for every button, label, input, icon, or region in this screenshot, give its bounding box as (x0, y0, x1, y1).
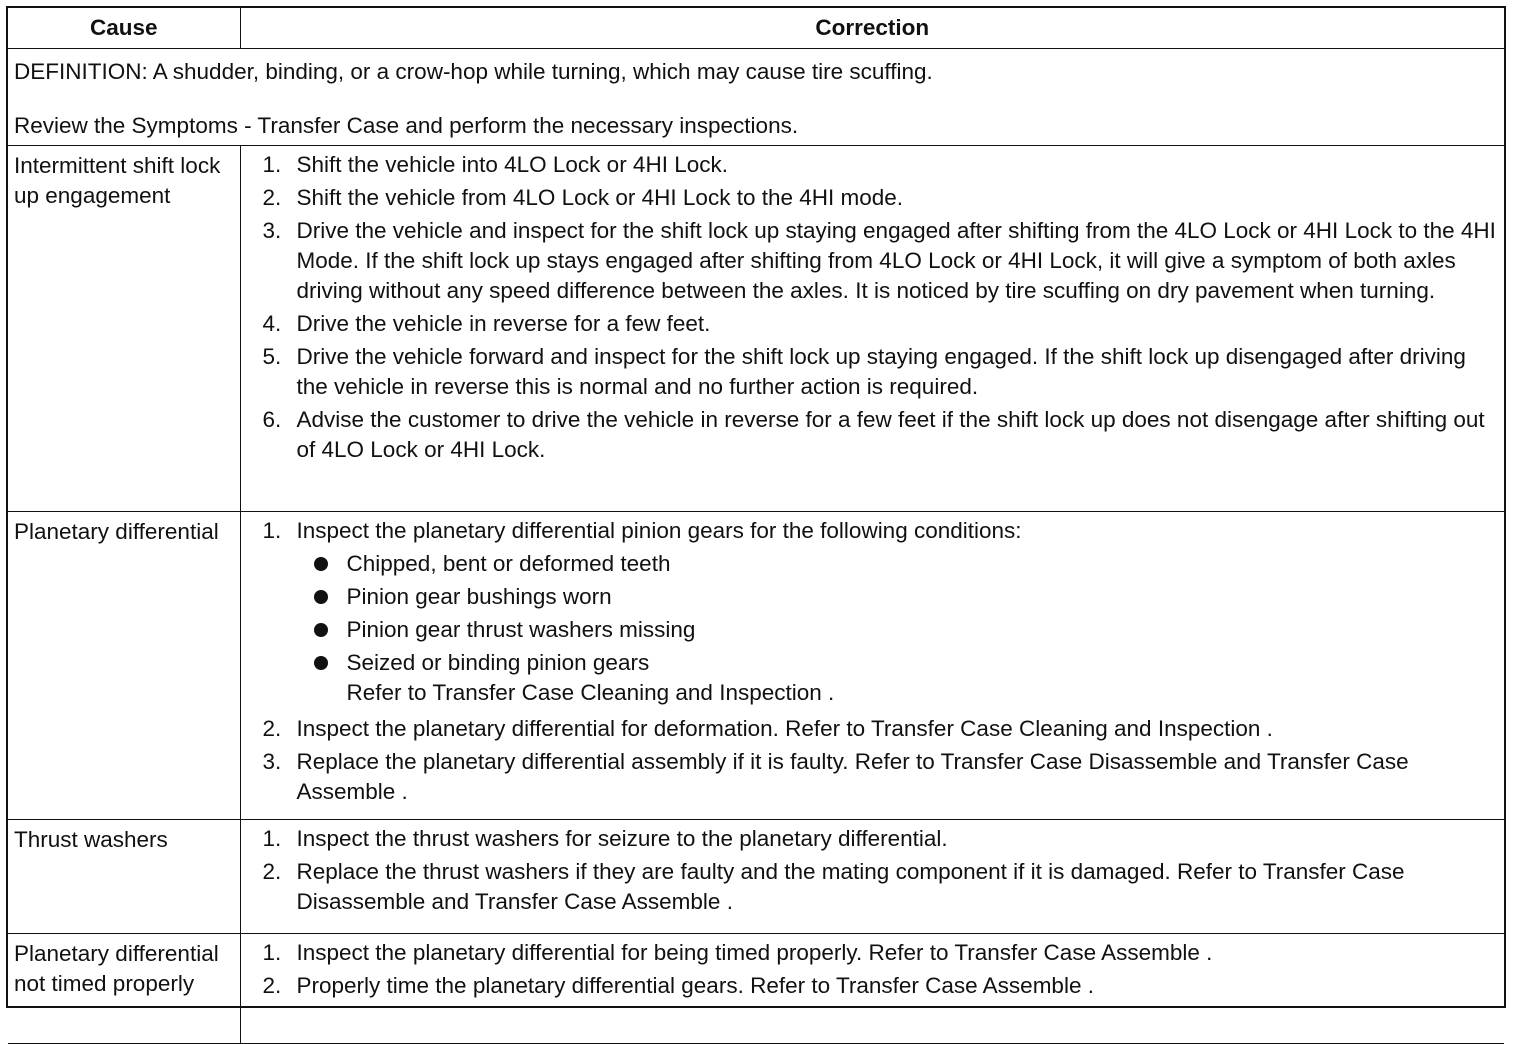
step-number: 3. (262, 218, 282, 243)
table-header-row (8, 8, 1504, 49)
step-number: 5. (262, 344, 282, 369)
step-text: Properly time the planetary differential gears. Refer to Transfer Case Assemble . (296, 973, 1094, 998)
condition-list (297, 549, 1499, 708)
bullet-dot-icon (297, 549, 347, 579)
cause-cell: Intermittent shift lock up engagement (8, 146, 240, 512)
step-number: 2. (262, 716, 282, 741)
diagnostic-table (8, 8, 1504, 1044)
step-text: Drive the vehicle and inspect for the shift lock up staying engaged after shifting from the 4LO Lock or 4HI Lock to the 4HI Mode. If the shift lock up stays engaged after shifting from 4LO Lock or 4HI Lock, it will give a symptom of both axles driving without any speed difference between the axles. It is noticed by tire scuffing on dry pavement when turning. (296, 218, 1496, 303)
step-number: 1. (262, 826, 282, 851)
step-item (263, 857, 1499, 917)
step-text: Replace the planetary differential assembly if it is faulty. Refer to Transfer Case Disassemble and Transfer Case Assemble . (296, 749, 1409, 804)
correction-cell (240, 146, 1504, 512)
step-number: 6. (262, 407, 282, 432)
step-text: Advise the customer to drive the vehicle in reverse for a few feet if the shift lock up does not disengage after shifting out of 4LO Lock or 4HI Lock. (296, 407, 1485, 462)
cause-cell: Planetary differential (8, 512, 240, 820)
step-text: Shift the vehicle from 4LO Lock or 4HI Lock to the 4HI mode. (296, 185, 904, 210)
step-item (263, 938, 1499, 968)
step-number: 2. (262, 185, 282, 210)
review-symptoms-text: Review the Symptoms - Transfer Case and perform the necessary inspections. (14, 113, 799, 138)
step-text: Inspect the thrust washers for seizure to the planetary differential. (296, 826, 948, 851)
correction-cell (240, 934, 1504, 1044)
correction-steps (263, 150, 1499, 465)
step-item (263, 342, 1499, 402)
cause-cell: Planetary differential not timed properly (8, 934, 240, 1044)
step-item (263, 216, 1499, 306)
step-item (263, 150, 1499, 180)
condition-item (297, 549, 1499, 579)
step-text: Drive the vehicle in reverse for a few feet. (296, 311, 711, 336)
step-number: 2. (262, 859, 282, 884)
correction-cell (240, 820, 1504, 934)
definition-row (8, 49, 1504, 146)
definition-cell (8, 49, 1504, 146)
step-number: 2. (262, 973, 282, 998)
condition-text: Pinion gear bushings worn (346, 584, 612, 609)
step-text: Replace the thrust washers if they are faulty and the mating component if it is damaged. Refer to Transfer Case Disassemble and Transfer Case Assemble . (296, 859, 1405, 914)
table-row (8, 512, 1504, 820)
condition-text: Seized or binding pinion gears (346, 650, 650, 675)
table-row (8, 934, 1504, 1044)
condition-text: Pinion gear thrust washers missing (346, 617, 696, 642)
step-number: 1. (262, 152, 282, 177)
condition-text: Chipped, bent or deformed teeth (346, 551, 671, 576)
step-number: 1. (262, 518, 282, 543)
cause-cell: Thrust washers (8, 820, 240, 934)
step-item (263, 824, 1499, 854)
correction-steps (263, 824, 1499, 917)
condition-reference-note: Refer to Transfer Case Cleaning and Inspection . (346, 680, 835, 705)
definition-text: DEFINITION: A shudder, binding, or a crow-hop while turning, which may cause tire scuffing. (14, 59, 933, 84)
condition-item (297, 648, 1499, 708)
bullet-dot-icon (297, 582, 347, 612)
table-row (8, 820, 1504, 934)
step-item (263, 183, 1499, 213)
step-item (263, 747, 1499, 807)
step-number: 3. (262, 749, 282, 774)
diagnostic-table-container (6, 6, 1506, 1008)
step-text: Inspect the planetary differential for deformation. Refer to Transfer Case Cleaning and Inspection . (296, 716, 1273, 741)
step-text: Inspect the planetary differential pinion gears for the following conditions: (296, 518, 1022, 543)
step-text: Shift the vehicle into 4LO Lock or 4HI Lock. (296, 152, 728, 177)
condition-item (297, 582, 1499, 612)
correction-column-header: Correction (240, 8, 1504, 49)
step-number: 1. (262, 940, 282, 965)
step-number: 4. (262, 311, 282, 336)
step-item (263, 405, 1499, 465)
bullet-dot-icon (297, 615, 347, 645)
correction-cell (240, 512, 1504, 820)
step-item (263, 516, 1499, 711)
step-text: Drive the vehicle forward and inspect for the shift lock up staying engaged. If the shift lock up disengaged after driving the vehicle in reverse this is normal and no further action is required. (296, 344, 1466, 399)
correction-steps (263, 516, 1499, 807)
step-item (263, 309, 1499, 339)
condition-item (297, 615, 1499, 645)
cause-column-header: Cause (8, 8, 240, 49)
bullet-dot-icon (297, 648, 347, 708)
step-item (263, 971, 1499, 1001)
correction-steps (263, 938, 1499, 1001)
table-row (8, 146, 1504, 512)
step-text: Inspect the planetary differential for being timed properly. Refer to Transfer Case Assemble . (296, 940, 1213, 965)
step-item (263, 714, 1499, 744)
